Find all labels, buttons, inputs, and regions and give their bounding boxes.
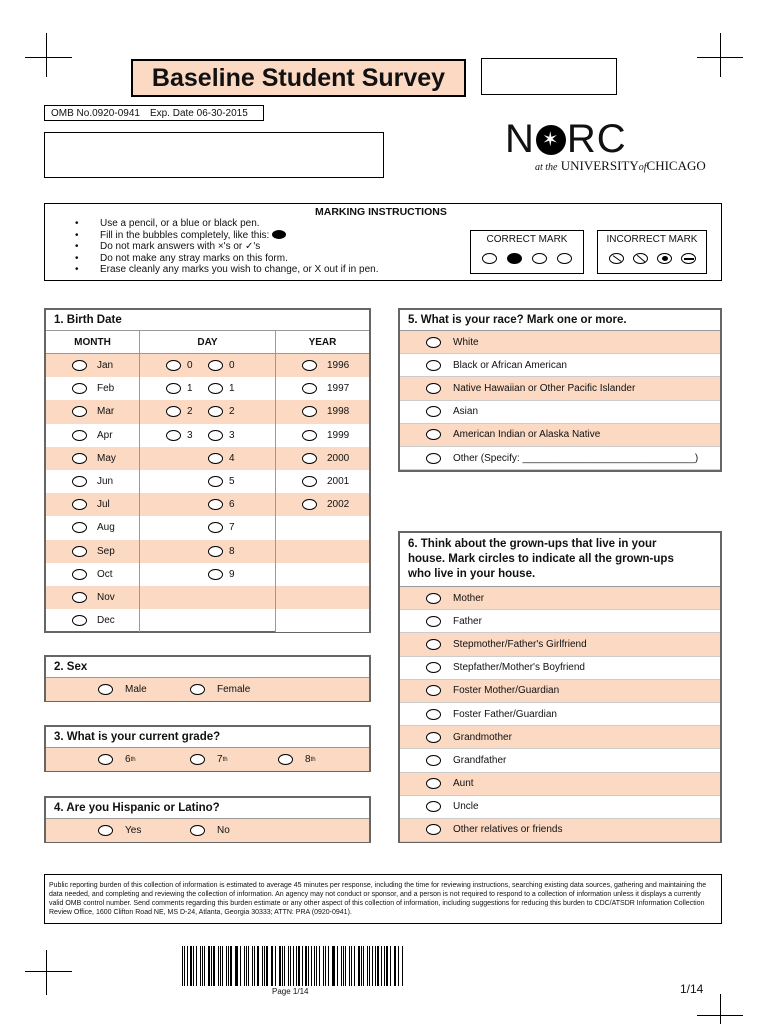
barcode-bar xyxy=(319,946,320,986)
barcode-bar xyxy=(332,946,333,986)
q3-options xyxy=(46,748,369,771)
bubble-icon[interactable] xyxy=(426,732,441,743)
q6-options xyxy=(400,587,720,842)
barcode-label: Page 1/14 xyxy=(272,987,309,996)
q5-option[interactable]: Black or African American xyxy=(400,354,720,377)
bubble-icon[interactable] xyxy=(426,801,441,812)
bubble-icon[interactable] xyxy=(302,453,317,464)
month-option[interactable]: Nov xyxy=(46,586,140,609)
birth-date-row xyxy=(46,609,369,632)
bubble-icon[interactable] xyxy=(426,360,441,371)
barcode-bar xyxy=(377,946,378,986)
birth-date-row xyxy=(46,470,369,493)
barcode-bar xyxy=(358,946,360,986)
bubble-icon[interactable] xyxy=(302,476,317,487)
day-cell xyxy=(140,493,276,516)
bubble-icon[interactable] xyxy=(426,685,441,696)
barcode-bar xyxy=(211,946,212,986)
day-cell xyxy=(140,447,276,470)
bubble-icon[interactable] xyxy=(190,684,205,695)
barcode-bar xyxy=(193,946,195,986)
month-option[interactable]: Aug xyxy=(46,516,140,539)
x-bubble-icon xyxy=(609,253,624,264)
month-option[interactable]: Jul xyxy=(46,493,140,516)
day-ones-option[interactable]: 3 xyxy=(208,430,235,441)
burden-statement: Public reporting burden of this collection of information is estimated to average 45 minutes per response, including the time for reviewing instructions, searching existing data sources, gathering and maintaining the data needed, and completing and reviewing the collection of information. An agency may not conduct or sponsor, and a person is not required to respond to a collection of information unless it displays a currently valid OMB control number. Send comments regarding this burden estimate or any other aspect of this collection of information, including suggestions for reducing this burden to CDC/ATSDR Information Collection Review Office, 1600 Clifton Road NE, MS D-24, Atlanta, Georgia 30333; ATTN: PRA (0920-0941). xyxy=(44,874,722,924)
year-empty xyxy=(276,609,369,632)
dot-bubble-icon xyxy=(657,253,672,264)
id-box[interactable] xyxy=(481,58,617,95)
bubble-icon[interactable] xyxy=(208,522,223,533)
month-option[interactable]: Feb xyxy=(46,377,140,400)
barcode-bar xyxy=(272,946,273,986)
barcode-bar xyxy=(372,946,373,986)
bubble-icon[interactable] xyxy=(278,754,293,765)
barcode-bar xyxy=(394,946,395,986)
bubble-icon[interactable] xyxy=(208,360,223,371)
bubble-icon[interactable] xyxy=(426,383,441,394)
barcode-bar xyxy=(190,946,191,986)
day-ones-option[interactable]: 8 xyxy=(208,546,235,557)
instruction-item: • Fill in the bubbles completely, like this: xyxy=(75,230,378,242)
month-option[interactable]: Dec xyxy=(46,609,140,632)
bubble-icon[interactable] xyxy=(72,360,87,371)
barcode-bar xyxy=(257,946,259,986)
q6-option[interactable]: Stepfather/Mother's Boyfriend xyxy=(400,657,720,680)
day-ones-option[interactable]: 9 xyxy=(208,569,235,580)
bubble-icon[interactable] xyxy=(302,430,317,441)
marking-instructions xyxy=(44,203,722,281)
q5-option[interactable]: American Indian or Alaska Native xyxy=(400,424,720,447)
bubble-icon[interactable] xyxy=(426,709,441,720)
barcode-bar xyxy=(236,946,238,986)
bubble-icon[interactable] xyxy=(166,406,181,417)
barcode-bar xyxy=(369,946,370,986)
q6-grownups xyxy=(398,531,722,843)
year-option[interactable]: 2002 xyxy=(276,493,369,516)
crop-mark xyxy=(720,994,721,1024)
bubble-icon[interactable] xyxy=(426,662,441,673)
barcode-bar xyxy=(345,946,346,986)
barcode-bar xyxy=(262,946,263,986)
crop-mark xyxy=(25,57,72,58)
instructions-list xyxy=(75,218,378,276)
month-option[interactable]: May xyxy=(46,447,140,470)
crop-mark xyxy=(46,33,47,77)
day-cell xyxy=(140,586,276,609)
barcode-bar xyxy=(308,946,309,986)
barcode-bar xyxy=(354,946,355,986)
bubble-icon[interactable] xyxy=(208,546,223,557)
q2-options xyxy=(46,678,369,701)
barcode-bar xyxy=(202,946,203,986)
barcode-bar xyxy=(279,946,281,986)
q6-option[interactable]: Other relatives or friends xyxy=(400,819,720,842)
empty-bubble-icon xyxy=(532,253,547,264)
bubble-icon[interactable] xyxy=(72,430,87,441)
barcode-bar xyxy=(296,946,297,986)
month-option[interactable]: Sep xyxy=(46,540,140,563)
barcode-bar xyxy=(341,946,342,986)
barcode-bar xyxy=(361,946,362,986)
label-box[interactable] xyxy=(44,132,384,178)
crop-mark xyxy=(720,33,721,77)
barcode-bar xyxy=(333,946,335,986)
barcode-bar xyxy=(402,946,403,986)
q6-option[interactable]: Father xyxy=(400,610,720,633)
bubble-icon[interactable] xyxy=(208,453,223,464)
day-ones-option[interactable]: 5 xyxy=(208,476,235,487)
barcode-bar xyxy=(235,946,236,986)
barcode xyxy=(182,946,404,986)
birth-date-row xyxy=(46,493,369,516)
bubble-icon[interactable] xyxy=(190,754,205,765)
month-header: MONTH xyxy=(46,331,140,353)
instructions-title: MARKING INSTRUCTIONS xyxy=(315,206,447,218)
exp-date: Exp. Date 06-30-2015 xyxy=(149,107,248,119)
q6-option[interactable]: Foster Mother/Guardian xyxy=(400,680,720,703)
month-option[interactable]: Apr xyxy=(46,424,140,447)
year-option[interactable]: 2000 xyxy=(276,447,369,470)
barcode-bar xyxy=(325,946,326,986)
day-ones-option[interactable]: 0 xyxy=(208,360,235,371)
bubble-icon[interactable] xyxy=(208,476,223,487)
bubble-icon[interactable] xyxy=(426,824,441,835)
bubble-icon[interactable] xyxy=(208,499,223,510)
bubble-icon[interactable] xyxy=(208,430,223,441)
bubble-icon[interactable] xyxy=(190,825,205,836)
barcode-bar xyxy=(305,946,307,986)
slash-bubble-icon xyxy=(633,253,648,264)
option-no[interactable]: No xyxy=(164,825,230,836)
birth-date-row xyxy=(46,563,369,586)
day-tens-option[interactable]: 0 xyxy=(166,360,193,371)
birth-date-row xyxy=(46,540,369,563)
barcode-bar xyxy=(218,946,219,986)
q6-option[interactable]: Grandmother xyxy=(400,726,720,749)
barcode-bar xyxy=(328,946,329,986)
birth-date-row xyxy=(46,516,369,539)
q2-title: 2. Sex xyxy=(46,657,369,678)
day-header: DAY xyxy=(140,331,276,353)
q1-title: 1. Birth Date xyxy=(46,310,369,331)
q5-option[interactable]: White xyxy=(400,331,720,354)
omb-number: OMB No.0920-0941 xyxy=(51,107,140,119)
page-number: 1/14 xyxy=(680,982,704,996)
bubble-icon[interactable] xyxy=(302,360,317,371)
bubble-icon[interactable] xyxy=(98,754,113,765)
q6-option[interactable]: Grandfather xyxy=(400,749,720,772)
crop-mark xyxy=(25,971,72,972)
q6-option[interactable]: Stepmother/Father's Girlfriend xyxy=(400,633,720,656)
barcode-bar xyxy=(343,946,344,986)
day-cell xyxy=(140,516,276,539)
day-cell xyxy=(140,354,276,377)
barcode-bar xyxy=(222,946,223,986)
bubble-icon[interactable] xyxy=(302,383,317,394)
year-option[interactable]: 1996 xyxy=(276,354,369,377)
day-cell xyxy=(140,424,276,447)
day-ones-option[interactable]: 2 xyxy=(208,406,235,417)
barcode-bar xyxy=(200,946,201,986)
year-option[interactable]: 1999 xyxy=(276,424,369,447)
bubble-icon[interactable] xyxy=(72,406,87,417)
instruction-item: • Use a pencil, or a blue or black pen. xyxy=(75,218,378,230)
crop-mark xyxy=(46,950,47,995)
bubble-icon[interactable] xyxy=(72,569,87,580)
barcode-bar xyxy=(226,946,227,986)
bubble-icon[interactable] xyxy=(166,383,181,394)
barcode-bar xyxy=(288,946,289,986)
barcode-bar xyxy=(349,946,350,986)
line-bubble-icon xyxy=(681,253,696,264)
year-empty xyxy=(276,586,369,609)
barcode-bar xyxy=(351,946,352,986)
q5-race xyxy=(398,308,722,472)
barcode-bar xyxy=(316,946,317,986)
month-option[interactable]: Mar xyxy=(46,400,140,423)
barcode-bar xyxy=(384,946,385,986)
q3-grade xyxy=(44,725,371,772)
year-empty xyxy=(276,563,369,586)
bubble-icon[interactable] xyxy=(426,593,441,604)
bubble-icon[interactable] xyxy=(208,406,223,417)
barcode-bar xyxy=(182,946,183,986)
bubble-icon[interactable] xyxy=(72,499,87,510)
q5-option[interactable]: Native Hawaiian or Other Pacific Islander xyxy=(400,377,720,400)
barcode-bar xyxy=(246,946,247,986)
barcode-bar xyxy=(386,946,388,986)
birth-date-header xyxy=(46,331,369,354)
q2-sex xyxy=(44,655,371,702)
barcode-bar xyxy=(208,946,209,986)
barcode-bar xyxy=(302,946,303,986)
q4-title: 4. Are you Hispanic or Latino? xyxy=(46,798,369,819)
barcode-bar xyxy=(230,946,231,986)
empty-bubble-icon xyxy=(557,253,572,264)
year-option[interactable]: 1997 xyxy=(276,377,369,400)
q6-option[interactable]: Foster Father/Guardian xyxy=(400,703,720,726)
instruction-item: • Do not make any stray marks on this form. xyxy=(75,253,378,265)
instruction-item: • Do not mark answers with ×'s or ✓'s xyxy=(75,241,378,253)
year-empty xyxy=(276,516,369,539)
day-ones-option[interactable]: 7 xyxy=(208,522,235,533)
bubble-icon[interactable] xyxy=(302,406,317,417)
q6-option[interactable]: Uncle xyxy=(400,796,720,819)
birth-date-row xyxy=(46,377,369,400)
barcode-bar xyxy=(314,946,315,986)
barcode-bar xyxy=(196,946,197,986)
option-7th[interactable]: 7 th xyxy=(164,754,252,765)
q6-option[interactable]: Aunt xyxy=(400,773,720,796)
birth-date-row xyxy=(46,354,369,377)
q6-option[interactable]: Mother xyxy=(400,587,720,610)
q1-birth-date xyxy=(44,308,371,633)
bubble-icon[interactable] xyxy=(98,825,113,836)
barcode-bar xyxy=(264,946,265,986)
bubble-icon[interactable] xyxy=(72,453,87,464)
birth-date-row xyxy=(46,424,369,447)
option-8th[interactable]: 8 th xyxy=(252,754,316,765)
bubble-icon[interactable] xyxy=(426,406,441,417)
empty-bubble-icon xyxy=(482,253,497,264)
birth-date-row xyxy=(46,586,369,609)
barcode-bar xyxy=(228,946,229,986)
barcode-bar xyxy=(395,946,396,986)
incorrect-mark-example: INCORRECT MARK xyxy=(597,230,707,274)
q5-option[interactable]: Other (Specify: _______________________________) xyxy=(400,447,720,470)
barcode-bar xyxy=(271,946,272,986)
bubble-icon[interactable] xyxy=(208,569,223,580)
bubble-icon[interactable] xyxy=(72,615,87,626)
bubble-icon[interactable] xyxy=(98,684,113,695)
day-tens-option[interactable]: 2 xyxy=(166,406,193,417)
option-female[interactable]: Female xyxy=(164,684,250,695)
birth-date-rows xyxy=(46,354,369,632)
day-ones-option[interactable]: 6 xyxy=(208,499,235,510)
barcode-bar xyxy=(398,946,399,986)
barcode-bar xyxy=(363,946,364,986)
bubble-icon[interactable] xyxy=(426,337,441,348)
month-option[interactable]: Jun xyxy=(46,470,140,493)
q5-title: 5. What is your race? Mark one or more. xyxy=(400,310,720,331)
filled-bubble-icon xyxy=(272,230,286,239)
option-6th[interactable]: 6 th xyxy=(72,754,164,765)
omb-info xyxy=(44,105,264,121)
barcode-bar xyxy=(337,946,338,986)
barcode-bar xyxy=(293,946,294,986)
barcode-bar xyxy=(213,946,215,986)
barcode-bar xyxy=(284,946,285,986)
q4-hispanic xyxy=(44,796,371,843)
bubble-icon[interactable] xyxy=(208,383,223,394)
month-option[interactable]: Jan xyxy=(46,354,140,377)
norc-logo: N✶ RC at the UNIVERSITYofCHICAGO xyxy=(500,117,710,177)
q6-title: 6. Think about the grown-ups that live in your house. Mark circles to indicate all the grown-ups who live in your house. xyxy=(400,533,720,587)
year-option[interactable]: 2001 xyxy=(276,470,369,493)
year-option[interactable]: 1998 xyxy=(276,400,369,423)
barcode-bar xyxy=(367,946,368,986)
bubble-icon[interactable] xyxy=(166,430,181,441)
bubble-icon[interactable] xyxy=(426,453,441,464)
day-cell xyxy=(140,563,276,586)
bubble-icon[interactable] xyxy=(302,499,317,510)
q4-options xyxy=(46,819,369,842)
q5-options xyxy=(400,331,720,470)
barcode-bar xyxy=(220,946,221,986)
day-cell xyxy=(140,609,276,632)
q3-title: 3. What is your current grade? xyxy=(46,727,369,748)
birth-date-row xyxy=(46,400,369,423)
bubble-icon[interactable] xyxy=(72,522,87,533)
bubble-icon[interactable] xyxy=(72,546,87,557)
bubble-icon[interactable] xyxy=(72,592,87,603)
day-cell xyxy=(140,400,276,423)
day-ones-option[interactable]: 1 xyxy=(208,383,235,394)
bubble-icon[interactable] xyxy=(426,778,441,789)
year-header: YEAR xyxy=(308,336,337,348)
barcode-bar xyxy=(254,946,255,986)
day-cell xyxy=(140,377,276,400)
barcode-bar xyxy=(275,946,276,986)
filled-bubble-icon xyxy=(507,253,522,264)
day-cell xyxy=(140,540,276,563)
day-tens-option[interactable]: 1 xyxy=(166,383,193,394)
barcode-bar xyxy=(381,946,382,986)
bubble-icon[interactable] xyxy=(426,755,441,766)
barcode-bar xyxy=(252,946,253,986)
bubble-icon[interactable] xyxy=(166,360,181,371)
barcode-bar xyxy=(375,946,376,986)
day-tens-option[interactable]: 3 xyxy=(166,430,193,441)
barcode-bar xyxy=(323,946,324,986)
bubble-icon[interactable] xyxy=(426,639,441,650)
bubble-icon[interactable] xyxy=(426,429,441,440)
correct-mark-example: CORRECT MARK xyxy=(470,230,584,274)
option-male[interactable]: Male xyxy=(72,684,164,695)
barcode-bar xyxy=(298,946,299,986)
option-yes[interactable]: Yes xyxy=(72,825,164,836)
barcode-bar xyxy=(244,946,245,986)
year-empty xyxy=(276,540,369,563)
q5-option[interactable]: Asian xyxy=(400,401,720,424)
barcode-bar xyxy=(187,946,188,986)
bubble-icon[interactable] xyxy=(72,476,87,487)
barcode-bar xyxy=(248,946,249,986)
birth-date-row xyxy=(46,447,369,470)
day-ones-option[interactable]: 4 xyxy=(208,453,235,464)
barcode-bar xyxy=(266,946,267,986)
instruction-item: • Erase cleanly any marks you wish to change, or X out if in pen. xyxy=(75,264,378,276)
barcode-bar xyxy=(204,946,205,986)
barcode-bar xyxy=(240,946,241,986)
month-option[interactable]: Oct xyxy=(46,563,140,586)
bubble-icon[interactable] xyxy=(426,616,441,627)
barcode-bar xyxy=(311,946,312,986)
day-cell xyxy=(140,470,276,493)
barcode-bar xyxy=(184,946,185,986)
barcode-bar xyxy=(282,946,283,986)
form-title: Baseline Student Survey xyxy=(131,59,466,97)
barcode-bar xyxy=(290,946,291,986)
bubble-icon[interactable] xyxy=(72,383,87,394)
barcode-bar xyxy=(390,946,391,986)
